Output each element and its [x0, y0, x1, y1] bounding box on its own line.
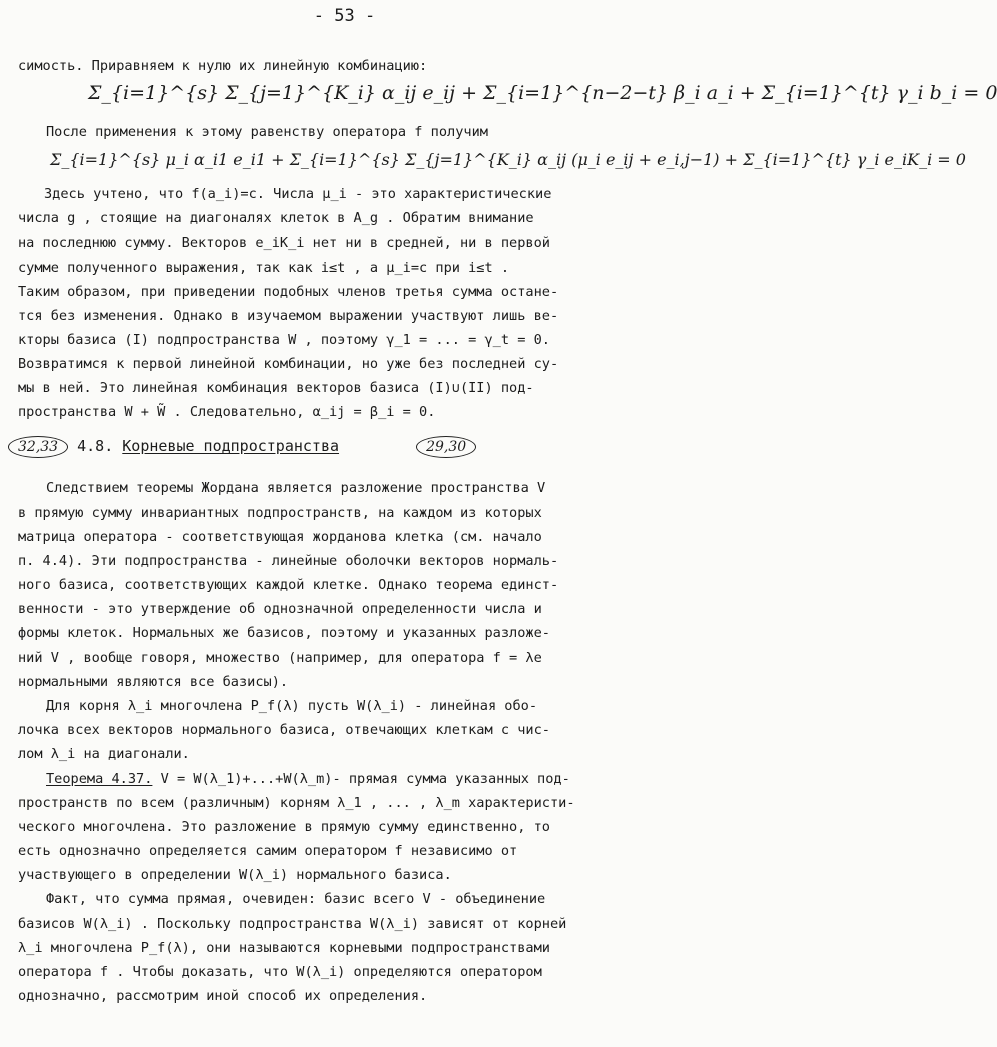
text-line: тся без изменения. Однако в изучаемом выражении участвуют лишь ве-: [18, 308, 559, 324]
text-line: венности - это утверждение об однозначной определенности числа и: [18, 601, 542, 617]
text-line: матрица оператора - соответствующая жорданова клетка (см. начало: [18, 529, 542, 545]
text-line: п. 4.4). Эти подпространства - линейные оболочки векторов нормаль-: [18, 553, 559, 569]
text-line: в прямую сумму инвариантных подпространств, на каждом из которых: [18, 505, 542, 521]
text-line: λ_i многочлена P_f(λ), они называются корневыми подпространствами: [18, 940, 550, 956]
text-line: ного базиса, соответствующих каждой клетке. Однако теорема единст-: [18, 577, 559, 593]
text-line: лом λ_i на диагонали.: [18, 746, 190, 762]
text-line: Следствием теоремы Жордана является разложение пространства V: [46, 480, 546, 496]
text-line: После применения к этому равенству оператора f получим: [46, 124, 488, 140]
section-heading: [8, 436, 476, 458]
text-line: на последнюю сумму. Векторов e_iK_i нет ни в средней, ни в первой: [18, 235, 550, 251]
text-line: ческого многочлена. Это разложение в прямую сумму единственно, то: [18, 819, 550, 835]
formula-operator-applied: Σ_{i=1}^{s} μ_i α_i1 e_i1 + Σ_{i=1}^{s} Σ_{j=1}^{K_i} α_ij (μ_i e_ij + e_i,j−1) + Σ_{i=1}^{t} γ_i e_iK_i = 0: [50, 150, 966, 169]
section-number: 4.8.: [77, 437, 114, 455]
text-line: Таким образом, при приведении подобных членов третья сумма остане-: [18, 284, 559, 300]
theorem-first-line: [46, 771, 570, 787]
text-line: Для корня λ_i многочлена P_f(λ) пусть W(λ_i) - линейная обо-: [46, 698, 538, 714]
theorem-label: Теорема 4.37.: [46, 771, 153, 787]
text-line: однозначно, рассмотрим иной способ их определения.: [18, 988, 428, 1004]
text-line: мы в ней. Это линейная комбинация векторов базиса (I)∪(II) под-: [18, 380, 534, 396]
text-line: Факт, что сумма прямая, очевиден: базис всего V - объединение: [46, 891, 546, 907]
page-number: - 53 -: [313, 6, 376, 26]
section-title: Корневые подпространства: [122, 437, 340, 455]
text-line: ний V , вообще говоря, множество (например, для оператора f = λe: [18, 650, 542, 666]
text-line: числа g , стоящие на диагоналях клеток в A_g . Обратим внимание: [18, 210, 534, 226]
handwritten-marker-left: 32,33: [8, 436, 68, 458]
text-line: оператора f . Чтобы доказать, что W(λ_i) определяются оператором: [18, 964, 542, 980]
text-line: нормальными являются все базисы).: [18, 674, 289, 690]
text-line: участвующего в определении W(λ_i) нормального базиса.: [18, 867, 452, 883]
text-line: базисов W(λ_i) . Поскольку подпространства W(λ_i) зависят от корней: [18, 916, 567, 932]
text-line: симость. Приравняем к нулю их линейную комбинацию:: [18, 58, 428, 74]
text-line: кторы базиса (I) подпространства W , поэтому γ_1 = ... = γ_t = 0.: [18, 332, 550, 348]
text-line: Возвратимся к первой линейной комбинации, но уже без последней су-: [18, 356, 559, 372]
text-line: лочка всех векторов нормального базиса, отвечающих клеткам с чис-: [18, 722, 550, 738]
text-line: пространств по всем (различным) корням λ_1 , ... , λ_m характеристи-: [18, 795, 575, 811]
handwritten-marker-right: 29,30: [416, 436, 476, 458]
formula-linear-combination: Σ_{i=1}^{s} Σ_{j=1}^{K_i} α_ij e_ij + Σ_{i=1}^{n−2−t} β_i a_i + Σ_{i=1}^{t} γ_i b_i = 0: [88, 82, 997, 104]
text-line: Здесь учтено, что f(a_i)=c. Числа μ_i - это характеристические: [44, 186, 552, 202]
text-line: формы клеток. Нормальных же базисов, поэтому и указанных разложе-: [18, 625, 550, 641]
text-line: пространства W + W̃ . Следовательно, α_ij = β_i = 0.: [18, 404, 436, 420]
text-line: есть однозначно определяется самим оператором f независимо от: [18, 843, 518, 859]
theorem-text: V = W(λ_1)+...+W(λ_m)- прямая сумма указанных под-: [152, 771, 570, 787]
text-line: сумме полученного выражения, так как i≤t , а μ_i=c при i≤t .: [18, 260, 510, 276]
